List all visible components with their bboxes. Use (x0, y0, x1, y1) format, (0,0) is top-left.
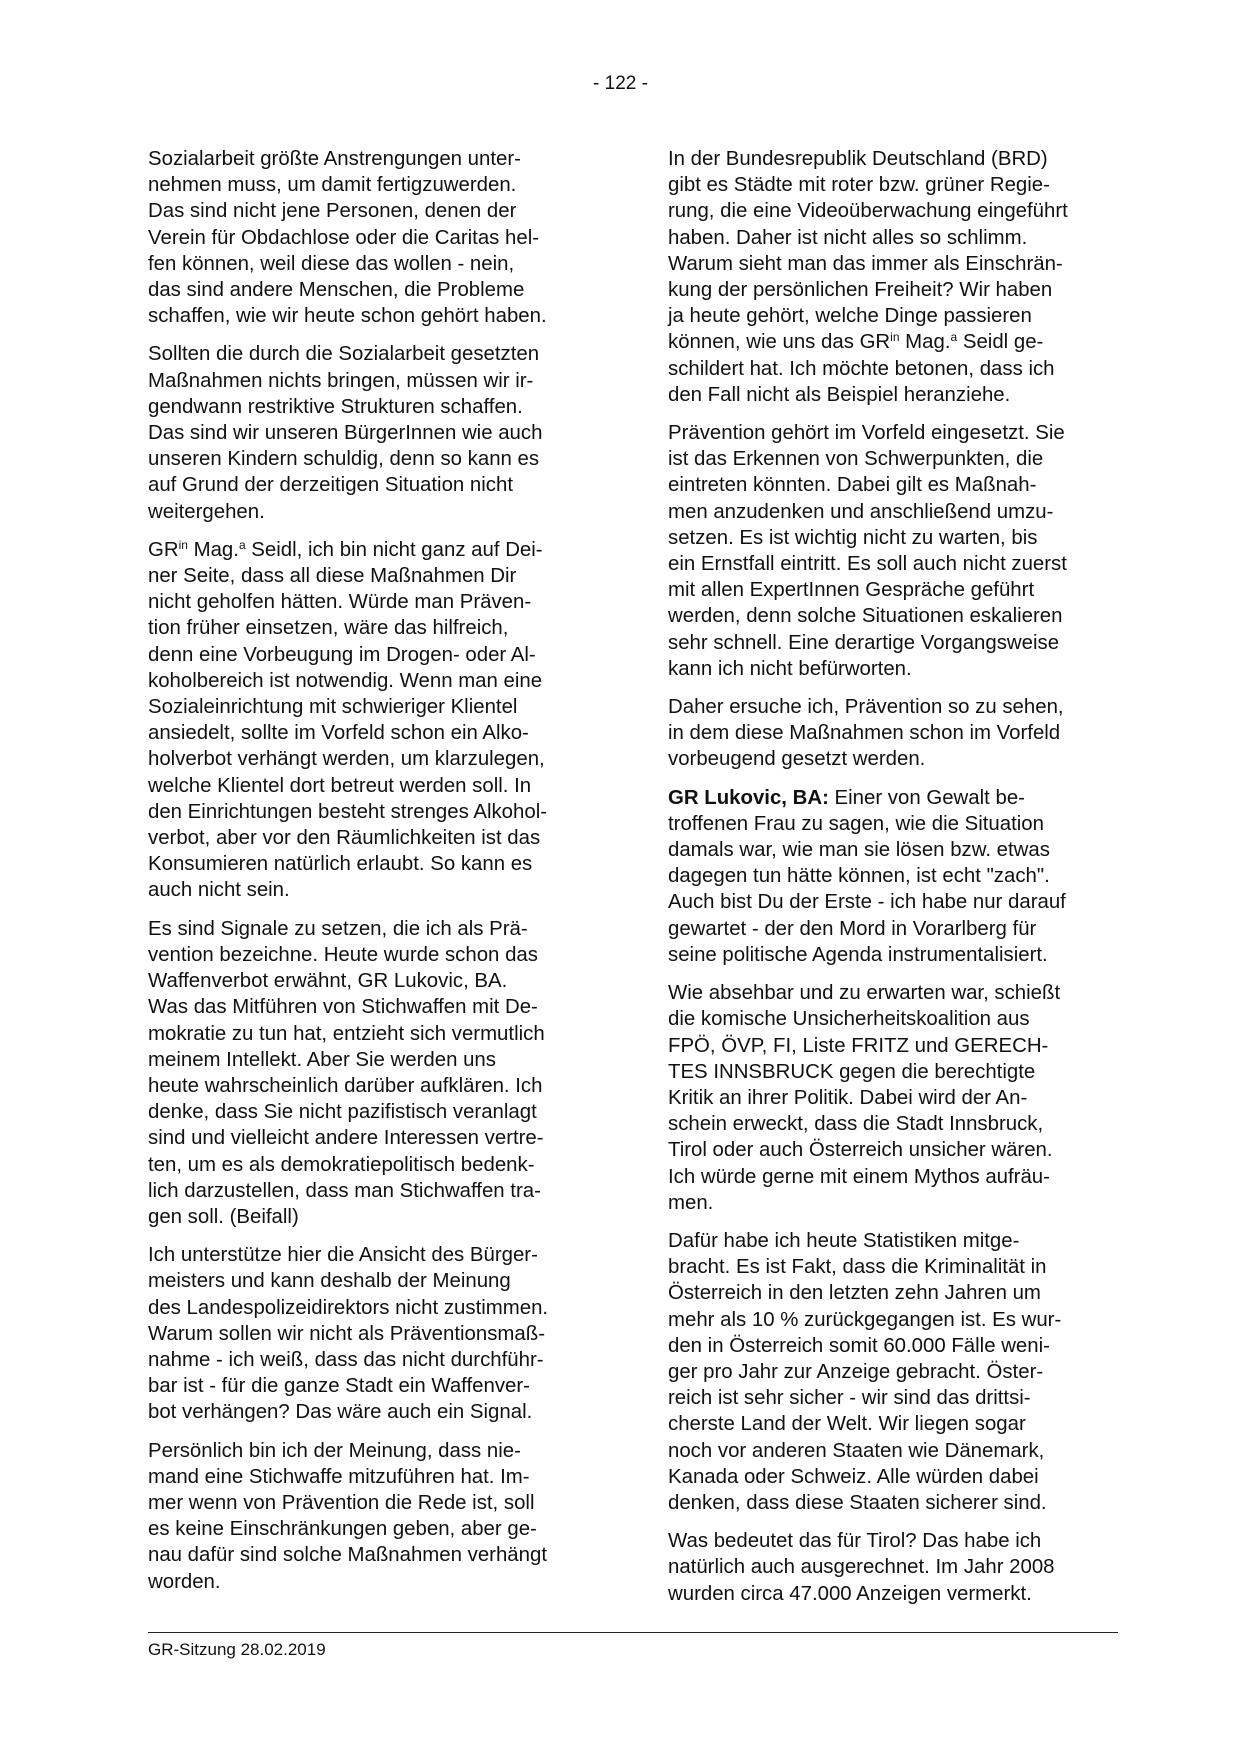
paragraph-line: reich ist sehr sicher - wir sind das drittsi- (668, 1387, 1031, 1410)
paragraph-lines (148, 563, 596, 904)
paragraph-line (668, 785, 1116, 811)
title-abbreviation: Mag. (187, 538, 239, 561)
paragraph-line: in dem diese Maßnahmen schon im Vorfeld (668, 722, 1061, 745)
superscript: in (890, 330, 900, 345)
paragraph-lines (668, 146, 1116, 329)
paragraph-line: koholbereich ist notwendig. Wenn man eine (148, 669, 543, 692)
paragraph-line: men anzudenken und anschließend umzu- (668, 500, 1054, 523)
paragraph-line: mit allen ExpertInnen Gespräche geführt (668, 579, 1035, 602)
paragraph-line: damals war, wie man sie lösen bzw. etwas (668, 839, 1050, 862)
paragraph-line: den in Österreich somit 60.000 Fälle weni- (668, 1334, 1050, 1357)
paragraph-line: noch vor anderen Staaten wie Dänemark, (668, 1439, 1045, 1462)
paragraph-line: ner Seite, dass all diese Maßnahmen Dir (148, 565, 517, 588)
paragraph-line: worden. (148, 1570, 221, 1593)
paragraph (148, 537, 596, 904)
paragraph-line: bracht. Es ist Fakt, dass die Kriminalität in (668, 1256, 1047, 1279)
paragraph (668, 146, 1116, 408)
paragraph-line: seine politische Agenda instrumentalisiert. (668, 943, 1048, 966)
paragraph-line: weitergehen. (148, 500, 265, 523)
paragraph-line: holverbot verhängt werden, um klarzulegen, (148, 748, 545, 771)
paragraph-line: bar ist - für die ganze Stadt ein Waffenver- (148, 1375, 530, 1398)
paragraph-line: Sozialarbeit größte Anstrengungen unter- (148, 148, 521, 170)
paragraph (148, 341, 596, 524)
paragraph-line: das sind andere Menschen, die Probleme (148, 279, 525, 302)
paragraph-line: tion früher einsetzen, wäre das hilfreich, (148, 617, 509, 640)
paragraph-line: Kritik an ihrer Politik. Dabei wird der An- (668, 1086, 1028, 1109)
paragraph-line: unseren Kindern schuldig, denn so kann es (148, 448, 540, 471)
paragraph-line: Österreich in den letzten zehn Jahren um (668, 1282, 1041, 1305)
paragraph-line: nehmen muss, um damit fertigzuwerden. (148, 174, 517, 197)
paragraph-line: ten, um es als demokratiepolitisch bedenk- (148, 1153, 535, 1176)
paragraph-line: lich darzustellen, dass man Stichwaffen tra- (148, 1179, 541, 1202)
paragraph (668, 1228, 1116, 1516)
paragraph-line: gen soll. (Beifall) (148, 1205, 299, 1228)
paragraph-line: heute wahrscheinlich darüber aufklären. Ich (148, 1074, 543, 1097)
paragraph-line: vention bezeichne. Heute wurde schon das (148, 943, 538, 966)
paragraph-line: eintreten könnten. Dabei gilt es Maßnah- (668, 474, 1037, 497)
paragraph-line: sehr schnell. Eine derartige Vorgangsweise (668, 631, 1060, 654)
paragraph-line: Was bedeutet das für Tirol? Das habe ich (668, 1530, 1042, 1553)
paragraph-line: natürlich auch ausgerechnet. Im Jahr 2008 (668, 1556, 1055, 1579)
paragraph-line: sind und vielleicht andere Interessen vertre- (148, 1127, 544, 1150)
paragraph (148, 146, 596, 329)
paragraph-line: mehr als 10 % zurückgegangen ist. Es wur- (668, 1308, 1062, 1331)
paragraph (148, 1438, 596, 1595)
paragraph-line: meinem Intellekt. Aber Sie werden uns (148, 1048, 496, 1071)
paragraph-line: denken, dass diese Staaten sicherer sind. (668, 1491, 1047, 1514)
footer-divider (148, 1632, 1118, 1633)
paragraph-line: nau dafür sind solche Maßnahmen verhängt (148, 1544, 547, 1567)
paragraph-line: dagegen tun hätte können, ist echt "zach". (668, 865, 1050, 888)
paragraph-line: Sozialeinrichtung mit schwieriger Klientel (148, 696, 518, 719)
paragraph-line: kung der persönlichen Freiheit? Wir haben (668, 279, 1053, 302)
paragraph-line: ist das Erkennen von Schwerpunkten, die (668, 448, 1044, 471)
paragraph-line: Waffenverbot erwähnt, GR Lukovic, BA. (148, 970, 508, 993)
paragraph-line: troffenen Frau zu sagen, wie die Situation (668, 812, 1044, 835)
line-text: Seidl ge- (957, 331, 1044, 354)
paragraph-line: auch nicht sein. (148, 879, 290, 902)
paragraph-line: gendwann restriktive Strukturen schaffen. (148, 395, 523, 418)
paragraph-line: Prävention gehört im Vorfeld eingesetzt. Sie (668, 422, 1065, 445)
paragraph-line: Verein für Obdachlose oder die Caritas hel- (148, 226, 540, 249)
paragraph-lines (668, 811, 1116, 968)
paragraph-line: setzen. Es ist wichtig nicht zu warten, bis (668, 526, 1038, 549)
paragraph-line: Sollten die durch die Sozialarbeit gesetzten (148, 343, 540, 366)
paragraph-line (668, 329, 1116, 355)
paragraph-line: men. (668, 1191, 714, 1214)
left-column (148, 146, 596, 1595)
paragraph (668, 785, 1116, 968)
title-abbreviation: GR (148, 538, 179, 561)
paragraph-line: Warum sieht man das immer als Einschrän- (668, 252, 1063, 275)
superscript: in (178, 537, 188, 552)
footer-session-label: GR-Sitzung 28.02.2019 (148, 1640, 326, 1659)
paragraph-line: schein erweckt, dass die Stadt Innsbruck, (668, 1113, 1044, 1136)
paragraph-line: schildert hat. Ich möchte betonen, dass ich (668, 357, 1055, 380)
paragraph-line: ein Ernstfall eintritt. Es soll auch nicht zuerst (668, 553, 1067, 576)
paragraph-line: kann ich nicht befürworten. (668, 657, 912, 680)
paragraph-line: Dafür habe ich heute Statistiken mitge- (668, 1229, 1020, 1252)
paragraph-line: fen können, weil diese das wollen - nein, (148, 252, 515, 275)
paragraph-line: denke, dass Sie nicht pazifistisch veranlagt (148, 1101, 537, 1124)
speaker-name: GR Lukovic, BA: (668, 786, 829, 809)
paragraph-line: welche Klientel dort betreut werden soll. In (148, 774, 532, 797)
paragraph-line: Kanada oder Schweiz. Alle würden dabei (668, 1465, 1039, 1488)
paragraph-line: mand eine Stichwaffe mitzuführen hat. Im- (148, 1465, 530, 1488)
line-text: Einer von Gewalt be- (828, 786, 1025, 809)
paragraph-line: Warum sollen wir nicht als Präventionsmaß- (148, 1322, 545, 1345)
right-column (668, 146, 1116, 1607)
paragraph-line: gibt es Städte mit roter bzw. grüner Regie- (668, 174, 1050, 197)
paragraph-line: cherste Land der Welt. Wir liegen sogar (668, 1413, 1026, 1436)
paragraph-line: schaffen, wie wir heute schon gehört haben. (148, 305, 547, 328)
paragraph-line: ger pro Jahr zur Anzeige gebracht. Öster- (668, 1360, 1044, 1383)
paragraph-line: Ich würde gerne mit einem Mythos aufräu- (668, 1165, 1050, 1188)
paragraph (668, 694, 1116, 773)
paragraph-line: nahme - ich weiß, dass das nicht durchführ- (148, 1348, 544, 1371)
paragraph-line: Wie absehbar und zu erwarten war, schießt (668, 982, 1061, 1005)
paragraph (668, 980, 1116, 1216)
paragraph-line: Das sind nicht jene Personen, denen der (148, 200, 517, 223)
line-text: können, wie uns das GR (668, 331, 891, 354)
paragraph-line: meisters und kann deshalb der Meinung (148, 1270, 511, 1293)
page-number: - 122 - (593, 73, 648, 94)
paragraph-lines (668, 356, 1116, 408)
superscript: a (238, 537, 246, 552)
paragraph-line: Auch bist Du der Erste - ich habe nur darauf (668, 891, 1066, 914)
paragraph-line: mokratie zu tun hat, entzieht sich vermutlich (148, 1022, 545, 1045)
paragraph-line: ansiedelt, sollte im Vorfeld schon ein Alko- (148, 722, 529, 745)
paragraph-line: TES INNSBRUCK gegen die berechtigte (668, 1060, 1036, 1083)
paragraph-line: mer wenn von Prävention die Rede ist, soll (148, 1491, 535, 1514)
paragraph (668, 420, 1116, 682)
title-abbreviation: Mag. (899, 331, 951, 354)
paragraph-line: des Landespolizeidirektors nicht zustimmen. (148, 1296, 549, 1319)
paragraph-line: ja heute gehört, welche Dinge passieren (668, 305, 1032, 328)
paragraph-line: werden, denn solche Situationen eskalieren (668, 605, 1063, 628)
superscript: a (950, 330, 958, 345)
paragraph-line: Daher ersuche ich, Prävention so zu sehen, (668, 696, 1064, 719)
paragraph-line: den Einrichtungen besteht strenges Alkohol- (148, 800, 548, 823)
paragraph-line: In der Bundesrepublik Deutschland (BRD) (668, 148, 1048, 170)
paragraph-line: auf Grund der derzeitigen Situation nicht (148, 474, 513, 497)
paragraph-line: Persönlich bin ich der Meinung, dass nie- (148, 1439, 521, 1462)
paragraph (148, 916, 596, 1230)
paragraph-line: haben. Daher ist nicht alles so schlimm. (668, 226, 1028, 249)
paragraph-line: vorbeugend gesetzt werden. (668, 748, 926, 771)
paragraph-line: rung, die eine Videoüberwachung eingeführt (668, 200, 1068, 223)
paragraph-line: Es sind Signale zu setzen, die ich als Prä- (148, 917, 528, 940)
paragraph-line: nicht geholfen hätten. Würde man Präven- (148, 591, 532, 614)
paragraph-line: wurden circa 47.000 Anzeigen vermerkt. (668, 1582, 1032, 1605)
paragraph (148, 1242, 596, 1425)
paragraph-line: Maßnahmen nichts bringen, müssen wir ir- (148, 369, 534, 392)
paragraph-line: bot verhängen? Das wäre auch ein Signal. (148, 1401, 533, 1424)
paragraph-line: FPÖ, ÖVP, FI, Liste FRITZ und GERECH- (668, 1034, 1049, 1057)
paragraph-line: gewartet - der den Mord in Vorarlberg für (668, 917, 1037, 940)
paragraph-line: denn eine Vorbeugung im Drogen- oder Al- (148, 643, 536, 666)
paragraph-line: die komische Unsicherheitskoalition aus (668, 1008, 1030, 1031)
paragraph-line: Ich unterstütze hier die Ansicht des Bürger- (148, 1244, 538, 1267)
paragraph-line: den Fall nicht als Beispiel heranziehe. (668, 383, 1011, 406)
paragraph-line: Tirol oder auch Österreich unsicher wären. (668, 1139, 1053, 1162)
paragraph-line: Das sind wir unseren BürgerInnen wie auch (148, 422, 543, 445)
paragraph (668, 1528, 1116, 1607)
paragraph-line (148, 537, 596, 563)
line-text: Seidl, ich bin nicht ganz auf Dei- (245, 538, 543, 561)
paragraph-line: es keine Einschränkungen geben, aber ge- (148, 1518, 537, 1541)
paragraph-line: Konsumieren natürlich erlaubt. So kann es (148, 853, 533, 876)
paragraph-line: Was das Mitführen von Stichwaffen mit De- (148, 996, 538, 1019)
paragraph-line: verbot, aber vor den Räumlichkeiten ist das (148, 827, 541, 850)
